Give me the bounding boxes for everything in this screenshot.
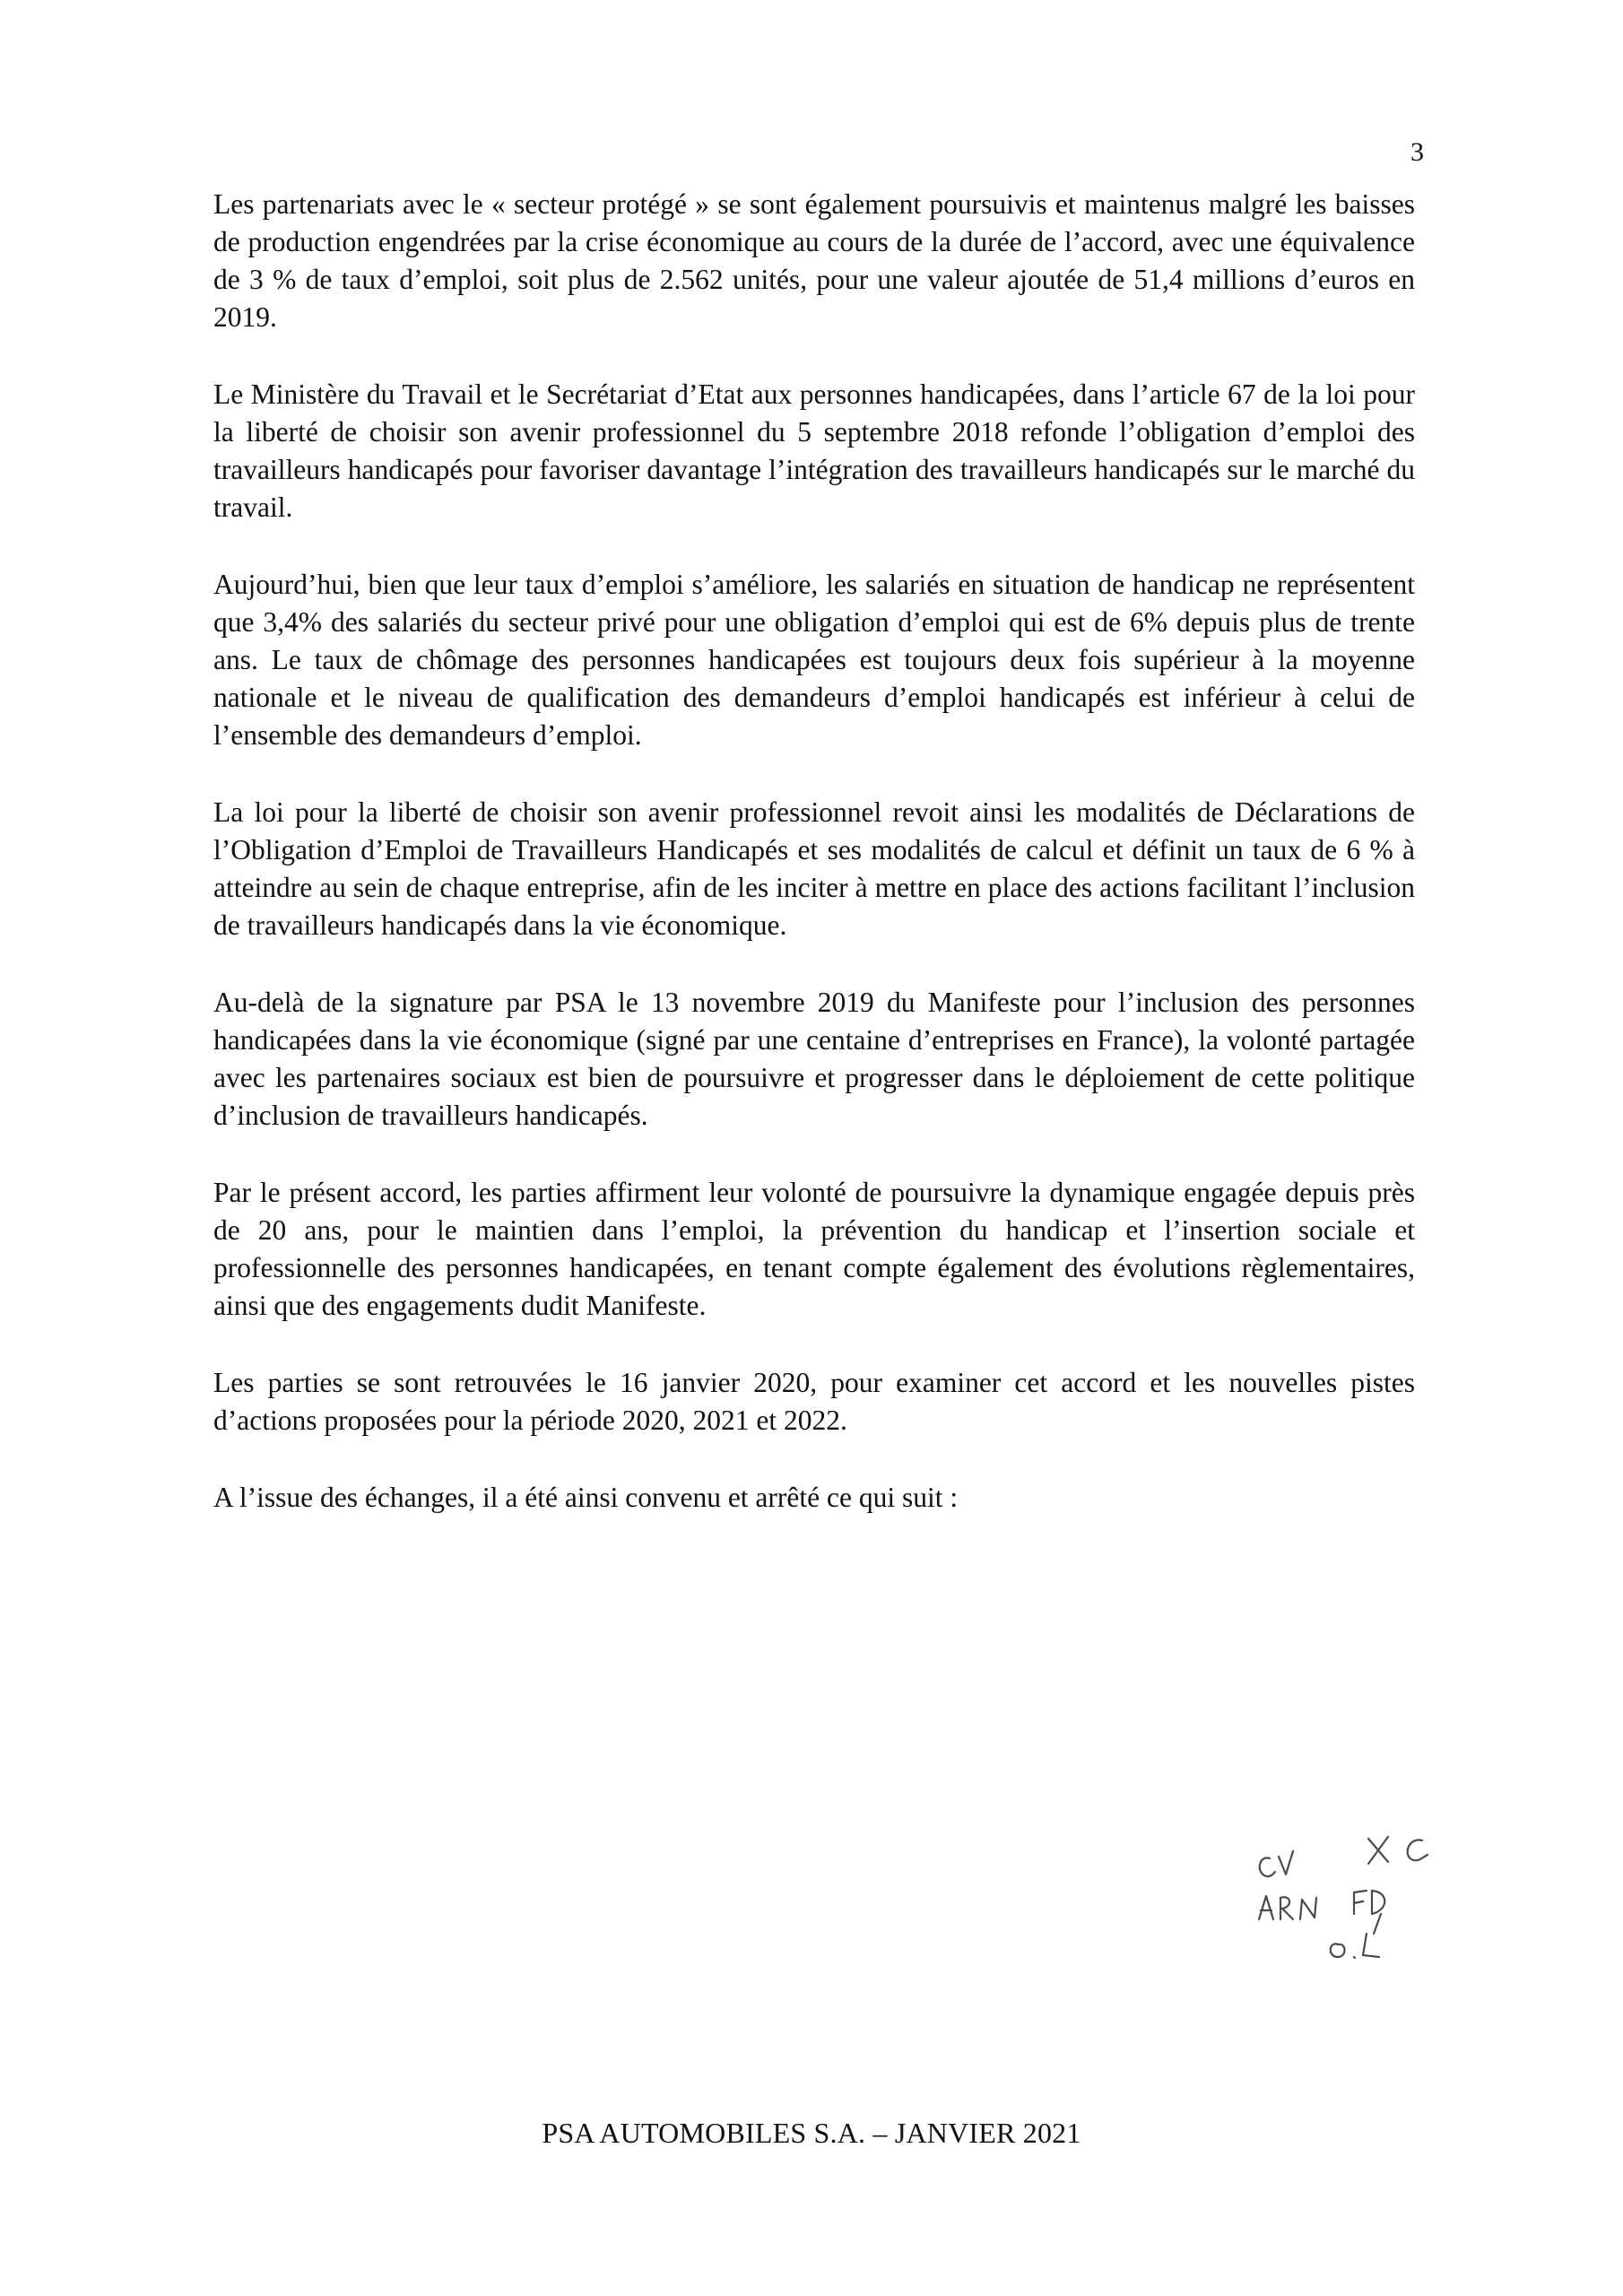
paragraph-conclusion: A l’issue des échanges, il a été ainsi convenu et arrêté ce qui suit : xyxy=(213,1482,959,1513)
paragraph-manifeste: Au-delà de la signature par PSA le 13 novembre 2019 du Manifeste pour l’inclusion des personnes handicapées dans la vie économique (signé par une centaine d’entreprises en France), la volonté partagée avec les partenaires sociaux est bien de poursuivre et progresser dans le déploiement de cette politique d’inclusion de travailleurs handicapés. xyxy=(213,987,1415,1131)
paragraph-taux-emploi: Aujourd’hui, bien que leur taux d’emploi s’améliore, les salariés en situation de handicap ne représentent que 3,4% des salariés du secteur privé pour une obligation d’emploi qui est de 6% depuis plus de trente ans. Le taux de chômage des personnes handicapées est toujours deux fois supérieur à la moyenne nationale et le niveau de qualification des demandeurs d’emploi handicapés est inférieur à celui de l’ensemble des demandeurs d’emploi. xyxy=(213,569,1415,751)
handwritten-initials xyxy=(1246,1821,1444,1973)
document-body xyxy=(213,186,1415,1556)
paragraph-declarations-oeth: La loi pour la liberté de choisir son avenir professionnel revoit ainsi les modalités de Déclarations de l’Obligation d’Emploi de Travailleurs Handicapés et ses modalités de calcul et définit un taux de 6 % à atteindre au sein de chaque entreprise, afin de les inciter à mettre en place des actions facilitant l’inclusion de travailleurs handicapés dans la vie économique. xyxy=(213,796,1415,941)
paragraph-secteur-protege: Les partenariats avec le « secteur protégé » se sont également poursuivis et maintenus malgré les baisses de production engendrées par la crise économique au cours de la durée de l’accord, avec une équivalence de 3 % de taux d’emploi, soit plus de 2.562 unités, pour une valeur ajoutée de 51,4 millions d’euros en 2019. xyxy=(213,188,1415,333)
page-number: 3 xyxy=(1410,137,1424,167)
paragraph-present-accord: Par le présent accord, les parties affirment leur volonté de poursuivre la dynamique engagée depuis près de 20 ans, pour le maintien dans l’emploi, la prévention du handicap et l’insertion sociale et professionnelle des personnes handicapées, en tenant compte également des évolutions règlementaires, ainsi que des engagements dudit Manifeste. xyxy=(213,1177,1415,1321)
document-footer: PSA AUTOMOBILES S.A. – JANVIER 2021 xyxy=(542,2117,1081,2149)
paragraph-reunion-2020: Les parties se sont retrouvées le 16 janvier 2020, pour examiner cet accord et les nouvelles pistes d’actions proposées pour la période 2020, 2021 et 2022. xyxy=(213,1367,1415,1436)
paragraph-loi-2018: Le Ministère du Travail et le Secrétariat d’Etat aux personnes handicapées, dans l’article 67 de la loi pour la liberté de choisir son avenir professionnel du 5 septembre 2018 refonde l’obligation d’emploi des travailleurs handicapés pour favoriser davantage l’intégration des travailleurs handicapés sur le marché du travail. xyxy=(213,378,1415,523)
